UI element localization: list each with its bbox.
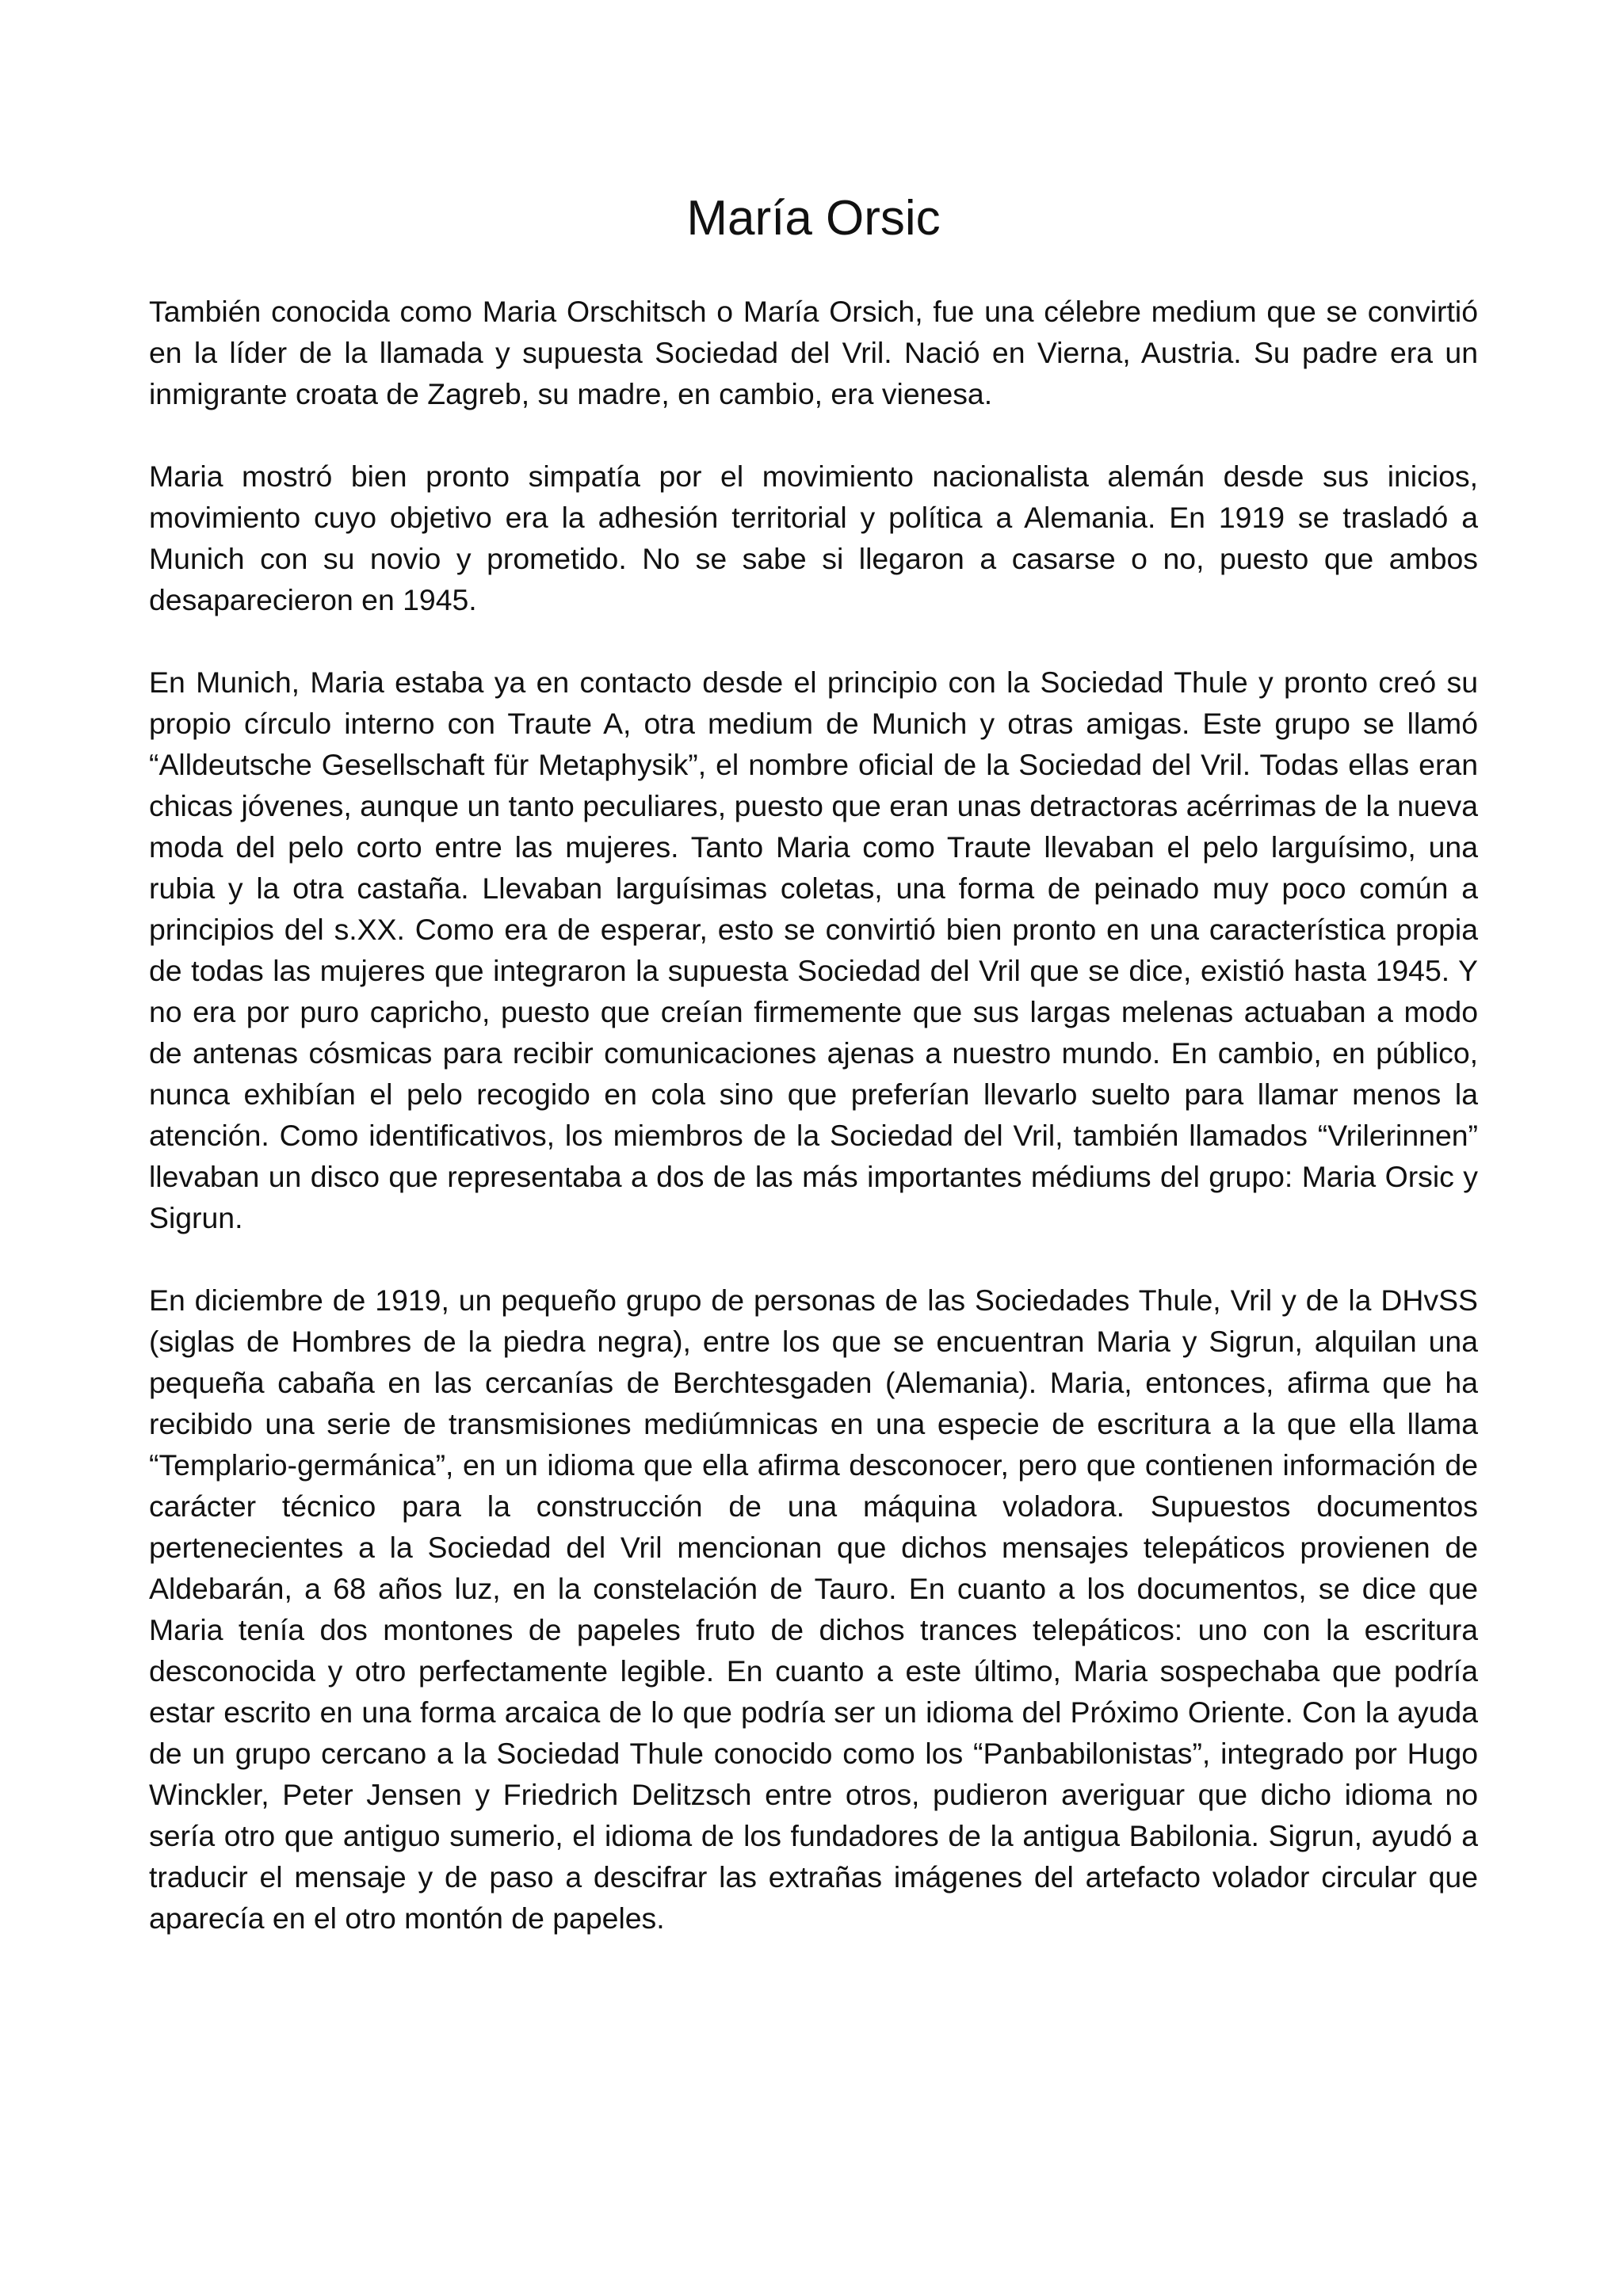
page-title: María Orsic	[686, 191, 941, 246]
document-page	[149, 190, 1478, 1980]
paragraph: En diciembre de 1919, un pequeño grupo de personas de las Sociedades Thule, Vril y de la DHvSS (siglas de Hombres de la piedra negra), entre los que se encuentran Maria y Sigrun, alquilan una pequeña cabaña en las cercanías de Berchtesgaden (Alemania). Maria, entonces, afirma que ha recibido una serie de transmisiones mediúmnicas en una especie de escritura a la que ella llama “Templario-germánica”, en un idioma que ella afirma desconocer, pero que contienen información de carácter técnico para la construcción de una máquina voladora. Supuestos documentos pertenecientes a la Sociedad del Vril mencionan que dichos mensajes telepáticos provienen de Aldebarán, a 68 años luz, en la constelación de Tauro. En cuanto a los documentos, se dice que Maria tenía dos montones de papeles fruto de dichos trances telepáticos: uno con la escritura desconocida y otro perfectamente legible. En cuanto a este último, Maria sospechaba que podría estar escrito en una forma arcaica de lo que podría ser un idioma del Próximo Oriente. Con la ayuda de un grupo cercano a la Sociedad Thule conocido como los “Panbabilonistas”, integrado por Hugo Winckler, Peter Jensen y Friedrich Delitzsch entre otros, pudieron averiguar que dicho idioma no sería otro que antiguo sumerio, el idioma de los fundadores de la antigua Babilonia. Sigrun, ayudó a traducir el mensaje y de paso a descifrar las extrañas imágenes del artefacto volador circular que aparecía en el otro montón de papeles.	[149, 1283, 1478, 1936]
paragraph: Maria mostró bien pronto simpatía por el movimiento nacionalista alemán desde sus inicios, movimiento cuyo objetivo era la adhesión territorial y política a Alemania. En 1919 se trasladó a Munich con su novio y prometido. No se sabe si llegaron a casarse o no, puesto que ambos desaparecieron en 1945.	[149, 460, 1478, 617]
paragraph: También conocida como Maria Orschitsch o María Orsich, fue una célebre medium que se convirtió en la líder de la llamada y supuesta Sociedad del Vril. Nació en Vierna, Austria. Su padre era un inmigrante croata de Zagreb, su madre, en cambio, era vienesa.	[149, 295, 1478, 411]
paragraph: En Munich, Maria estaba ya en contacto desde el principio con la Sociedad Thule y pronto creó su propio círculo interno con Traute A, otra medium de Munich y otras amigas. Este grupo se llamó “Alldeutsche Gesellschaft für Metaphysik”, el nombre oficial de la Sociedad del Vril. Todas ellas eran chicas jóvenes, aunque un tanto peculiares, puesto que eran unas detractoras acérrimas de la nueva moda del pelo corto entre las mujeres. Tanto Maria como Traute llevaban el pelo larguísimo, una rubia y la otra castaña. Llevaban larguísimas coletas, una forma de peinado muy poco común a principios del s.XX. Como era de esperar, esto se convirtió bien pronto en una característica propia de todas las mujeres que integraron la supuesta Sociedad del Vril que se dice, existió hasta 1945. Y no era por puro capricho, puesto que creían firmemente que sus largas melenas actuaban a modo de antenas cósmicas para recibir comunicaciones ajenas a nuestro mundo. En cambio, en público, nunca exhibían el pelo recogido en cola sino que preferían llevarlo suelto para llamar menos la atención. Como identificativos, los miembros de la Sociedad del Vril, también llamados “Vrilerinnen” llevaban un disco que representaba a dos de las más importantes médiums del grupo: Maria Orsic y Sigrun.	[149, 666, 1478, 1235]
